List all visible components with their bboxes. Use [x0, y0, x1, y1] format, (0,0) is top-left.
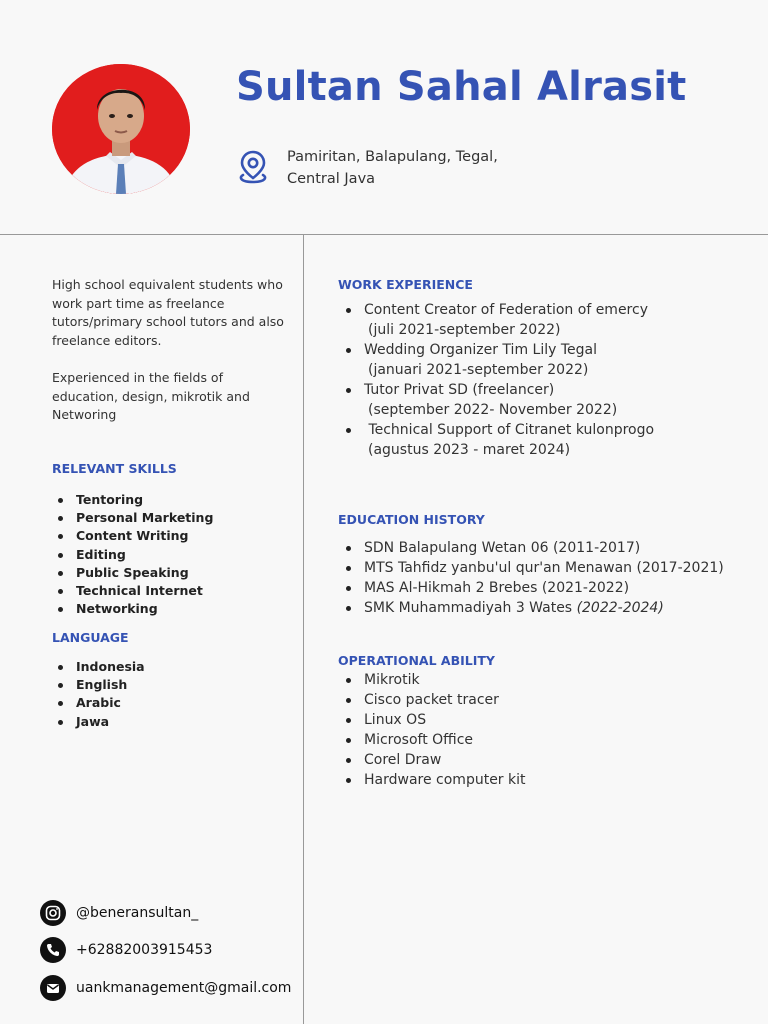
education-heading: EDUCATION HISTORY [338, 512, 485, 527]
header-divider [0, 234, 768, 235]
list-item [338, 598, 758, 618]
list-item: Technical Internet [52, 582, 213, 600]
email-address: uankmanagement@gmail.com [76, 980, 292, 996]
portrait-illustration [52, 64, 190, 194]
skills-heading: RELEVANT SKILLS [52, 461, 177, 476]
list-item [338, 380, 758, 420]
location-pin-icon [236, 149, 270, 185]
list-item: Tentoring [52, 491, 213, 509]
contact-phone[interactable] [40, 937, 212, 963]
list-item: Cisco packet tracer [338, 690, 758, 710]
list-item [338, 340, 758, 380]
operational-list [338, 670, 758, 790]
work-period: (juli 2021-september 2022) [368, 322, 561, 338]
list-item: MAS Al-Hikmah 2 Brebes (2021-2022) [338, 578, 758, 598]
contact-instagram[interactable] [40, 900, 198, 926]
education-school: SMK Muhammadiyah 3 Wates [364, 600, 577, 616]
list-item: Editing [52, 546, 213, 564]
work-period: (september 2022- November 2022) [368, 402, 618, 418]
list-item: Microsoft Office [338, 730, 758, 750]
list-item: Public Speaking [52, 564, 213, 582]
phone-icon [40, 937, 66, 963]
column-divider [303, 234, 304, 1024]
list-item: Arabic [52, 694, 145, 712]
list-item: MTS Tahfidz yanbu'ul qur'an Menawan (2017-2021) [338, 558, 758, 578]
list-item: Personal Marketing [52, 509, 213, 527]
list-item: SDN Balapulang Wetan 06 (2011-2017) [338, 538, 758, 558]
list-item: Jawa [52, 713, 145, 731]
candidate-name: Sultan Sahal Alrasit [236, 64, 687, 110]
list-item: Networking [52, 600, 213, 618]
list-item: Indonesia [52, 658, 145, 676]
email-icon [40, 975, 66, 1001]
location-address [287, 146, 547, 190]
list-item: English [52, 676, 145, 694]
location-line-1: Pamiritan, Balapulang, Tegal, [287, 149, 498, 165]
list-item: Hardware computer kit [338, 770, 758, 790]
work-list [338, 300, 758, 460]
language-list [52, 658, 145, 731]
instagram-icon [40, 900, 66, 926]
work-heading: WORK EXPERIENCE [338, 277, 473, 292]
work-period: (agustus 2023 - maret 2024) [368, 442, 571, 458]
profile-photo [52, 64, 190, 194]
list-item: Corel Draw [338, 750, 758, 770]
list-item: Linux OS [338, 710, 758, 730]
list-item: Content Writing [52, 527, 213, 545]
about-paragraph-2: Experienced in the fields of education, design, mikrotik and Networing [52, 370, 250, 422]
location-line-2: Central Java [287, 171, 376, 187]
work-title: Technical Support of Citranet kulonprogo [364, 422, 655, 438]
education-list [338, 538, 758, 618]
phone-number: +62882003915453 [76, 942, 213, 958]
list-item: Mikrotik [338, 670, 758, 690]
about-paragraph-1: High school equivalent students who work part time as freelance tutors/primary school tutors and also freelance editors. [52, 277, 284, 348]
education-years: (2022-2024) [576, 600, 664, 616]
list-item [338, 420, 758, 460]
work-title: Wedding Organizer Tim Lily Tegal [364, 342, 597, 358]
list-item [338, 300, 758, 340]
skills-list [52, 491, 213, 618]
work-period: (januari 2021-september 2022) [368, 362, 589, 378]
contact-email[interactable] [40, 975, 291, 1001]
instagram-handle: @beneransultan_ [76, 905, 199, 921]
work-title: Tutor Privat SD (freelancer) [364, 382, 555, 398]
language-heading: LANGUAGE [52, 630, 129, 645]
operational-heading: OPERATIONAL ABILITY [338, 653, 495, 668]
work-title: Content Creator of Federation of emercy [364, 302, 648, 318]
